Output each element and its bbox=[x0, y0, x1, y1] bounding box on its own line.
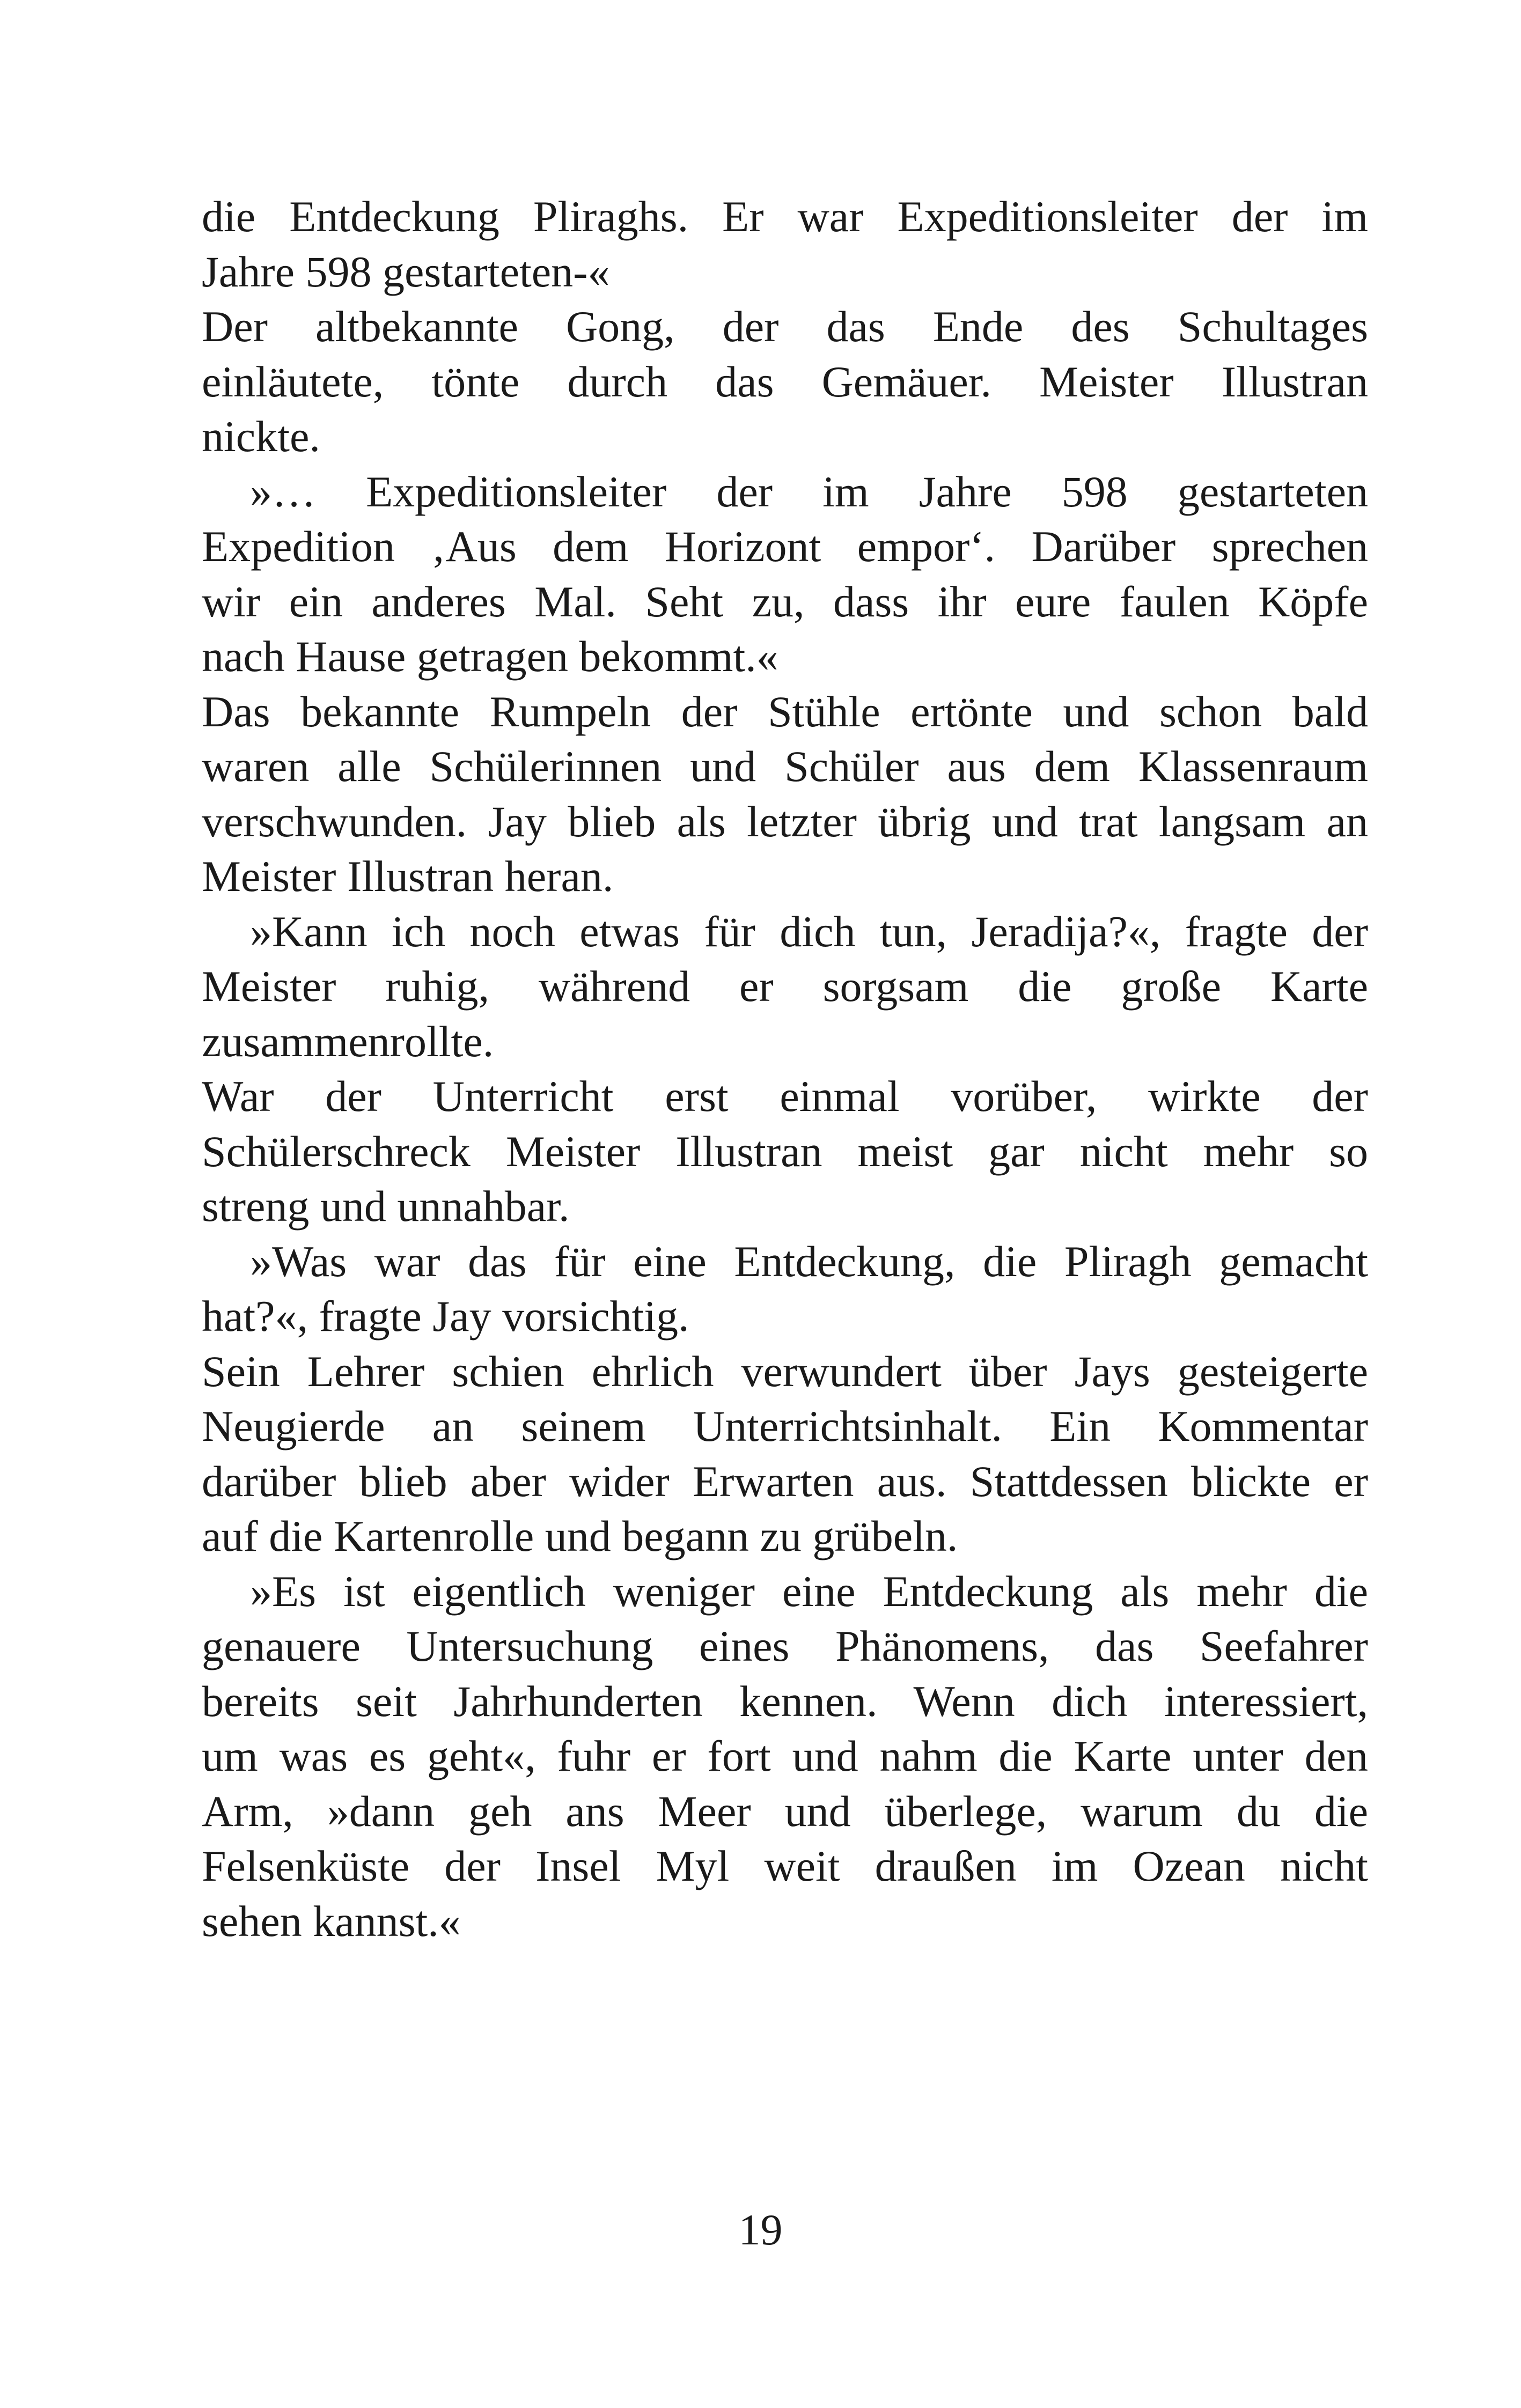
text-line: sehen kannst.« bbox=[202, 1896, 461, 1946]
text-line: »Kann ich noch etwas für dich tun, Jeradija?«, fragte der bbox=[250, 907, 1368, 956]
text-line: Sein Lehrer schien ehrlich verwundert über Jays gesteigerte bbox=[202, 1346, 1368, 1396]
text-line: nach Hause getragen bekommt.« bbox=[202, 632, 778, 681]
text-line: bereits seit Jahrhunderten kennen. Wenn dich interessiert, bbox=[202, 1676, 1368, 1726]
text-line: wir ein anderes Mal. Seht zu, dass ihr eure faulen Köpfe bbox=[202, 577, 1368, 626]
body-text bbox=[202, 189, 1368, 1949]
text-line: auf die Kartenrolle und begann zu grübeln. bbox=[202, 1512, 958, 1560]
text-line: die Entdeckung Pliraghs. Er war Expeditionsleiter der im bbox=[202, 192, 1368, 241]
paragraph bbox=[202, 299, 1368, 465]
text-line: Jahre 598 gestarteten-« bbox=[202, 247, 610, 296]
text-line: waren alle Schülerinnen und Schüler aus dem Klassenraum bbox=[202, 742, 1368, 791]
text-line: »Was war das für eine Entdeckung, die Pliragh gemacht bbox=[250, 1236, 1368, 1286]
text-line: Das bekannte Rumpeln der Stühle ertönte und schon bald bbox=[202, 687, 1368, 736]
paragraph bbox=[202, 684, 1368, 904]
text-line: einläutete, tönte durch das Gemäuer. Meister Illustran bbox=[202, 357, 1368, 406]
page-number: 19 bbox=[738, 2205, 783, 2254]
text-line: »Es ist eigentlich weniger eine Entdeckung als mehr die bbox=[250, 1566, 1368, 1616]
text-line: genauere Untersuchung eines Phänomens, das Seefahrer bbox=[202, 1622, 1368, 1670]
text-line: Arm, »dann geh ans Meer und überlege, warum du die bbox=[202, 1786, 1368, 1836]
text-line: darüber blieb aber wider Erwarten aus. Stattdessen blickte er bbox=[202, 1456, 1368, 1506]
text-line: Neugierde an seinem Unterrichtsinhalt. Ein Kommentar bbox=[202, 1402, 1368, 1450]
text-line: Meister Illustran heran. bbox=[202, 852, 614, 901]
text-line: Felsenküste der Insel Myl weit draußen im Ozean nicht bbox=[202, 1842, 1368, 1890]
text-line: hat?«, fragte Jay vorsichtig. bbox=[202, 1292, 689, 1341]
paragraph bbox=[202, 904, 1368, 1070]
text-line: Meister ruhig, während er sorgsam die große Karte bbox=[202, 962, 1368, 1011]
text-line: verschwunden. Jay blieb als letzter übrig und trat langsam an bbox=[202, 797, 1368, 846]
paragraph bbox=[202, 1564, 1368, 1949]
paragraph bbox=[202, 1234, 1368, 1344]
paragraph bbox=[202, 1069, 1368, 1234]
text-line: streng und unnahbar. bbox=[202, 1182, 570, 1231]
text-line: nickte. bbox=[202, 412, 320, 461]
text-line: War der Unterricht erst einmal vorüber, wirkte der bbox=[202, 1072, 1368, 1121]
text-line: zusammenrollte. bbox=[202, 1017, 494, 1066]
text-line: Der altbekannte Gong, der das Ende des Schultages bbox=[202, 302, 1368, 351]
paragraph bbox=[202, 1344, 1368, 1564]
paragraph bbox=[202, 465, 1368, 684]
text-line: Schülerschreck Meister Illustran meist gar nicht mehr so bbox=[202, 1126, 1368, 1176]
text-line: Expedition ‚Aus dem Horizont empor‘. Darüber sprechen bbox=[202, 522, 1368, 571]
paragraph bbox=[202, 189, 1368, 299]
text-line: »… Expeditionsleiter der im Jahre 598 gestarteten bbox=[250, 467, 1368, 516]
text-line: um was es geht«, fuhr er fort und nahm die Karte unter den bbox=[202, 1732, 1368, 1780]
